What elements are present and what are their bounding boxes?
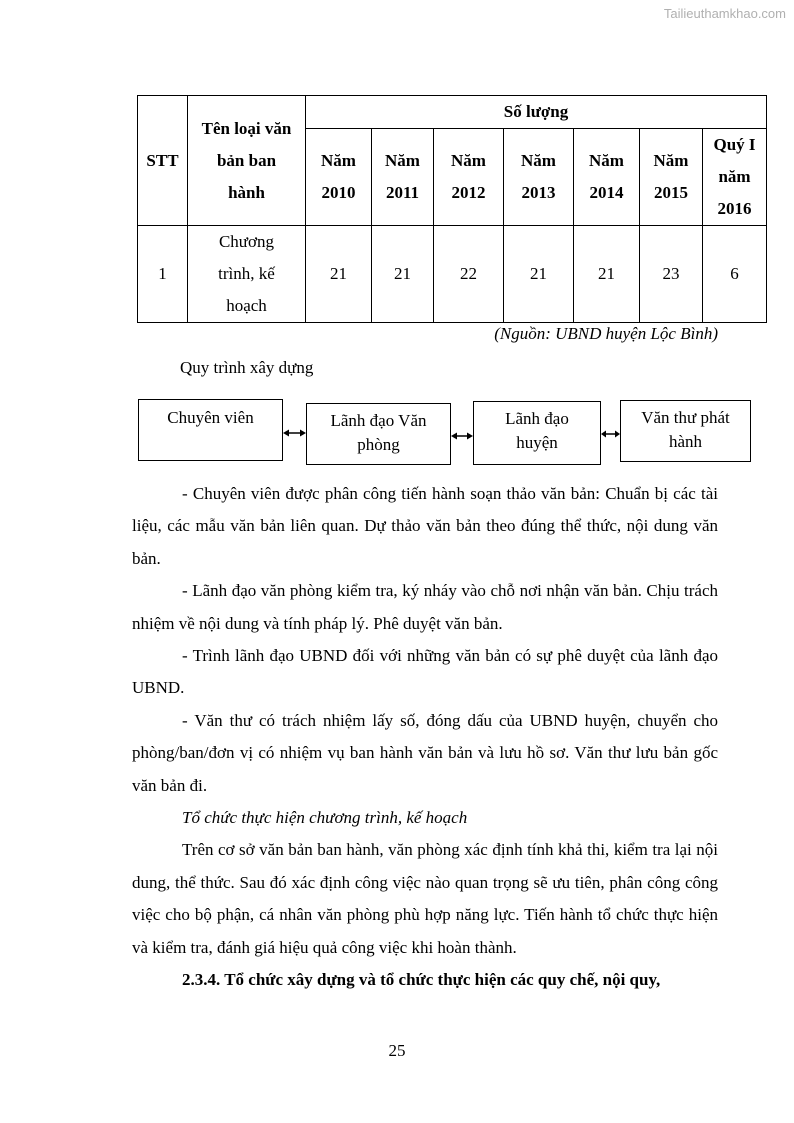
value-2013: 21 <box>504 226 574 323</box>
header-stt: STT <box>138 96 188 226</box>
double-arrow-icon <box>283 427 306 439</box>
document-statistics-table <box>137 95 767 323</box>
header-quantity: Số lượng <box>306 96 767 129</box>
subsection-heading: 2.3.4. Tổ chức xây dựng và tổ chức thực hiện các quy chế, nội quy, <box>182 970 661 990</box>
paragraph: Trên cơ sở văn bản ban hành, văn phòng xác định tính khả thi, kiểm tra lại nội dung, thể thức. Sau đó xác định công việc nào quan trọng sẽ ưu tiên, phân công công việc cho bộ phận, cá nhân văn phòng phù hợp năng lực. Tiến hành tổ chức thực hiện và kiểm tra, đánh giá hiệu quả công việc khi hoàn thành. <box>132 840 718 957</box>
header-year-2012: Năm 2012 <box>434 129 504 226</box>
table-source-note: (Nguồn: UBND huyện Lộc Bình) <box>494 324 718 343</box>
header-year-2013: Năm 2013 <box>504 129 574 226</box>
double-arrow-icon <box>601 428 620 440</box>
header-document-type: Tên loại văn bản ban hành <box>188 96 306 226</box>
watermark-text: Tailieuthamkhao.com <box>663 6 786 21</box>
header-year-2011: Năm 2011 <box>372 129 434 226</box>
paragraph: - Văn thư có trách nhiệm lấy số, đóng dấu của UBND huyện, chuyển cho phòng/ban/đơn vị có nhiệm vụ ban hành văn bản và lưu hồ sơ. Văn thư lưu bản gốc văn bản đi. <box>132 710 718 795</box>
flow-box-specialist: Chuyên viên <box>138 399 283 461</box>
row-stt: 1 <box>138 226 188 323</box>
header-year-2014: Năm 2014 <box>574 129 640 226</box>
paragraph: - Lãnh đạo văn phòng kiểm tra, ký nháy vào chỗ nơi nhận văn bản. Chịu trách nhiệm về nội dung và tính pháp lý. Phê duyệt văn bản. <box>132 581 718 633</box>
flow-box-office-leader: Lãnh đạo Văn phòng <box>306 403 451 465</box>
value-2011: 21 <box>372 226 434 323</box>
value-q1-2016: 6 <box>703 226 767 323</box>
flow-box-district-leader: Lãnh đạo huyện <box>473 401 601 465</box>
paragraph: - Trình lãnh đạo UBND đối với những văn bản có sự phê duyệt của lãnh đạo UBND. <box>132 646 718 698</box>
header-year-2015: Năm 2015 <box>640 129 703 226</box>
value-2010: 21 <box>306 226 372 323</box>
value-2014: 21 <box>574 226 640 323</box>
section-title: Tổ chức thực hiện chương trình, kế hoạch <box>182 808 468 828</box>
paragraph: - Chuyên viên được phân công tiến hành soạn thảo văn bản: Chuẩn bị các tài liệu, các mẫu văn bản liên quan. Dự thảo văn bản theo đúng thể thức, nội dung văn bản. <box>132 484 718 568</box>
table-row <box>138 226 767 323</box>
header-quarter-2016: Quý I năm 2016 <box>703 129 767 226</box>
value-2012: 22 <box>434 226 504 323</box>
body-text <box>132 478 718 997</box>
double-arrow-icon <box>451 430 473 442</box>
process-heading: Quy trình xây dựng <box>180 358 314 377</box>
value-2015: 23 <box>640 226 703 323</box>
row-document-type: Chương trình, kế hoạch <box>188 226 306 323</box>
page-number: 25 <box>388 1041 406 1060</box>
flow-box-clerk-issue: Văn thư phát hành <box>620 400 751 462</box>
header-year-2010: Năm 2010 <box>306 129 372 226</box>
